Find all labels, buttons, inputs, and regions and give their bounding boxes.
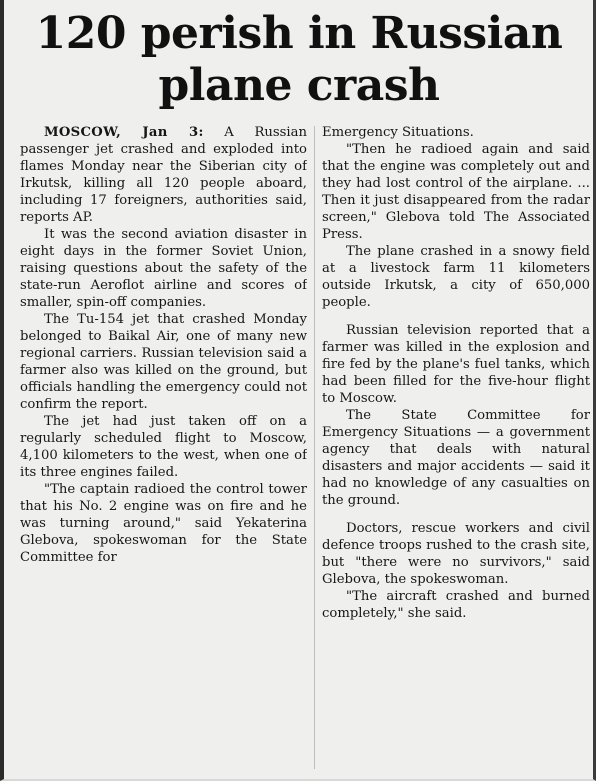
article-paragraph: "Then he radioed again and said that the engine was completely out and they had lost control of the airplane. ... Then it just disappeared from the radar screen," Glebova told The Associated Press. xyxy=(322,142,590,242)
article-paragraph: "The captain radioed the control tower that his No. 2 engine was on fire and he was turning around," said Yekaterina Glebova, spokeswoman for the State Committee for xyxy=(20,482,307,565)
column-divider xyxy=(314,126,315,769)
headline xyxy=(8,8,590,112)
article-column-right xyxy=(322,124,590,779)
article-paragraph: The Tu-154 jet that crashed Monday belonged to Baikal Air, one of many new regional carriers. Russian television said a farmer also was killed on the ground, but officials handling the emergency could not confirm the report. xyxy=(20,312,307,412)
article-paragraph: Doctors, rescue workers and civil defence troops rushed to the crash site, but "there were no survivors," said Glebova, the spokeswoman. xyxy=(322,521,590,587)
headline-line-1: 120 perish in Russian xyxy=(35,8,563,59)
article-paragraph: Russian television reported that a farmer was killed in the explosion and fire fed by the plane's fuel tanks, which had been filled for the five-hour flight to Moscow. xyxy=(322,323,590,406)
article-continuation: Emergency Situations. xyxy=(322,125,474,140)
article-lead-paragraph xyxy=(20,124,307,226)
article-paragraph: The plane crashed in a snowy field at a livestock farm 11 kilometers outside Irkutsk, a city of 650,000 people. xyxy=(322,244,590,310)
article-paragraph: The jet had just taken off on a regularly scheduled flight to Moscow, 4,100 kilometers to the west, when one of its three engines failed. xyxy=(20,414,307,480)
dateline: MOSCOW, Jan 3: xyxy=(44,125,204,140)
article-column-left xyxy=(20,124,307,779)
article-paragraph: The State Committee for Emergency Situations — a government agency that deals with natural disasters and major accidents — said it had no knowledge of any casualties on the ground. xyxy=(322,408,590,508)
headline-line-2: plane crash xyxy=(158,60,440,111)
article-paragraph: "The aircraft crashed and burned completely," she said. xyxy=(322,589,590,621)
article-paragraph: It was the second aviation disaster in eight days in the former Soviet Union, raising questions about the safety of the state-run Aeroflot airline and scores of smaller, spin-off companies. xyxy=(20,227,307,310)
lead-text: A Russian passenger jet crashed and exploded into flames Monday near the Siberian city of Irkutsk, killing all 120 people aboard, including 17 foreigners, authorities said, reports AP. xyxy=(20,125,307,225)
